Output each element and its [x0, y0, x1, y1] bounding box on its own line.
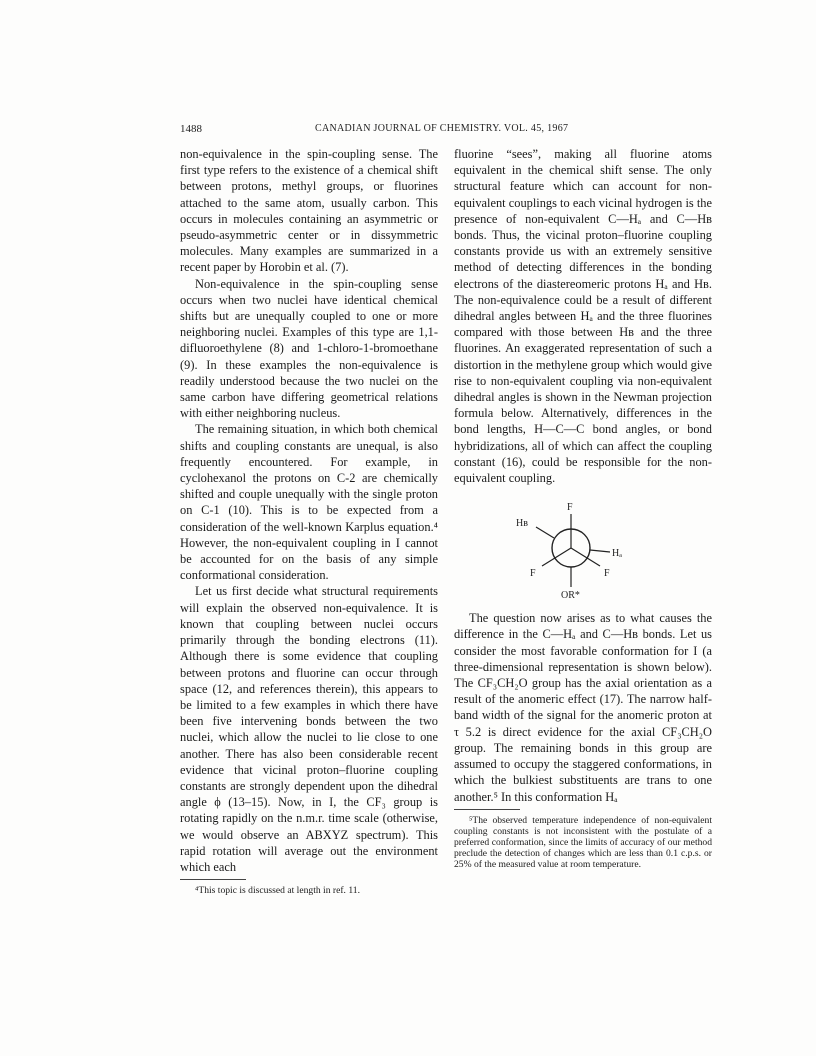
label-right-fluorine: F	[604, 568, 610, 580]
label-or-star: OR*	[561, 590, 580, 601]
left-column	[180, 146, 438, 896]
left-paragraph-2: Non-equivalence in the spin-coupling sense occurs when two nuclei have identical chemical shifts but are unequally coupled to one or more neighboring nuclei. Examples of this type are 1,1-difluoroethylene (8) and 1-chloro-1-bromoethane (9). In these examples the non-equivalence is readily understood because the two nuclei on the same carbon have differing geometrical relations with either neighboring nucleus.	[180, 276, 438, 421]
page-number: 1488	[180, 123, 202, 135]
left-paragraph-1: non-equivalence in the spin-coupling sense. The first type refers to the existence of a chemical shift between protons, methyl groups, or fluorines attached to the same atom, usually carbon. This occurs in molecules containing an asymmetric or pseudo-asymmetric center or in dissymmetric molecules. Many examples are summarized in a recent paper by Horobin et al. (7).	[180, 147, 438, 275]
footnote-divider	[454, 809, 520, 810]
footnote-divider	[180, 879, 246, 880]
label-h-a: Hₐ	[612, 548, 622, 560]
label-left-fluorine: F	[530, 568, 536, 580]
right-paragraph-1: fluorine “sees”, making all fluorine atoms equivalent in the chemical shift sense. The only structural feature which can account for non-equivalent couplings to each vicinal hydrogen is the presence of non-equivalent C—Hₐ and C—Hʙ bonds. Thus, the vicinal proton–fluorine coupling constants provide us with an extremely sensitive method of detecting differences in the bonding electrons of the diastereomeric protons Hₐ and Hʙ. The non-equivalence could be a result of different dihedral angles between Hₐ and the three fluorines compared with those between Hʙ and the three fluorines. An exaggerated representation of such a distortion in the methylene group which would give rise to non-equivalent coupling via non-equivalent dihedral angles is shown in the Newman projection formula below. Alternatively, differences in the bond lengths, H—C—C bond angles, or bond hybridizations, all of which can affect the coupling constant (16), could be responsible for the non-equivalent coupling.	[454, 147, 712, 486]
newman-projection-diagram	[506, 490, 636, 600]
left-paragraph-3: The remaining situation, in which both chemical shifts and coupling constants are unequal, is also frequently encountered. For example, in cyclohexanol the protons on C-2 are chemically shifted and couple unequally with the single proton on C-1 (10). This is to be expected from a consideration of the well-known Karplus equation.⁴ However, the non-equivalent coupling in I cannot be accounted for on the basis of any simple conformational consideration.	[180, 422, 438, 583]
newman-bond-left-f	[542, 548, 571, 566]
footnote-4: ⁴This topic is discussed at length in ref. 11.	[195, 885, 360, 897]
newman-bond-hb	[536, 527, 554, 538]
running-title: CANADIAN JOURNAL OF CHEMISTRY. VOL. 45, 1967	[315, 123, 569, 134]
left-paragraph-4: Let us first decide what structural requirements will explain the observed non-equivalence. It is known that coupling between nuclei occurs primarily through the bonding electrons (11). Although there is some evidence that coupling between protons and fluorine can occur through space (12, and references therein), this appears to be limited to a few examples in which there have been five intervening bonds between the two nuclei, which allow the nuclei to lie close to one another. There has also been considerable recent evidence that vicinal proton–fluorine coupling constants are strongly dependent upon the dihedral angle ϕ (13–15). Now, in I, the CF₃ group is rotating rapidly on the n.m.r. time scale (otherwise, we would observe an ABXYZ spectrum). This rapid rotation will average out the environment which each	[180, 584, 438, 874]
label-top-fluorine: F	[567, 502, 573, 514]
footnote-5: ⁵The observed temperature independence of non-equivalent coupling constants is not inconsistent with the postulate of a preferred conformation, since the limits of accuracy of our method preclude the detection of changes which are less than 0.1 c.p.s. or 25% of the measured value at room temperature.	[454, 814, 712, 870]
right-column	[454, 146, 712, 870]
right-paragraph-2: The question now arises as to what causes the difference in the C—Hₐ and C—Hʙ bonds. Let us consider the most favorable conformation for I (a three-dimensional representation is shown below). The CF₃CH₂O group has the axial orientation as a result of the anomeric effect (17). The narrow half-band width of the signal for the anomeric proton at τ 5.2 is direct evidence for the axial CF₃CH₂O group. The remaining bonds in this group are assumed to occupy the staggered conformations, in which the bulkiest substituents are trans to one another.⁵ In this conformation Hₐ	[454, 611, 712, 804]
label-h-b: Hʙ	[516, 518, 528, 530]
newman-bond-ha	[590, 550, 610, 552]
